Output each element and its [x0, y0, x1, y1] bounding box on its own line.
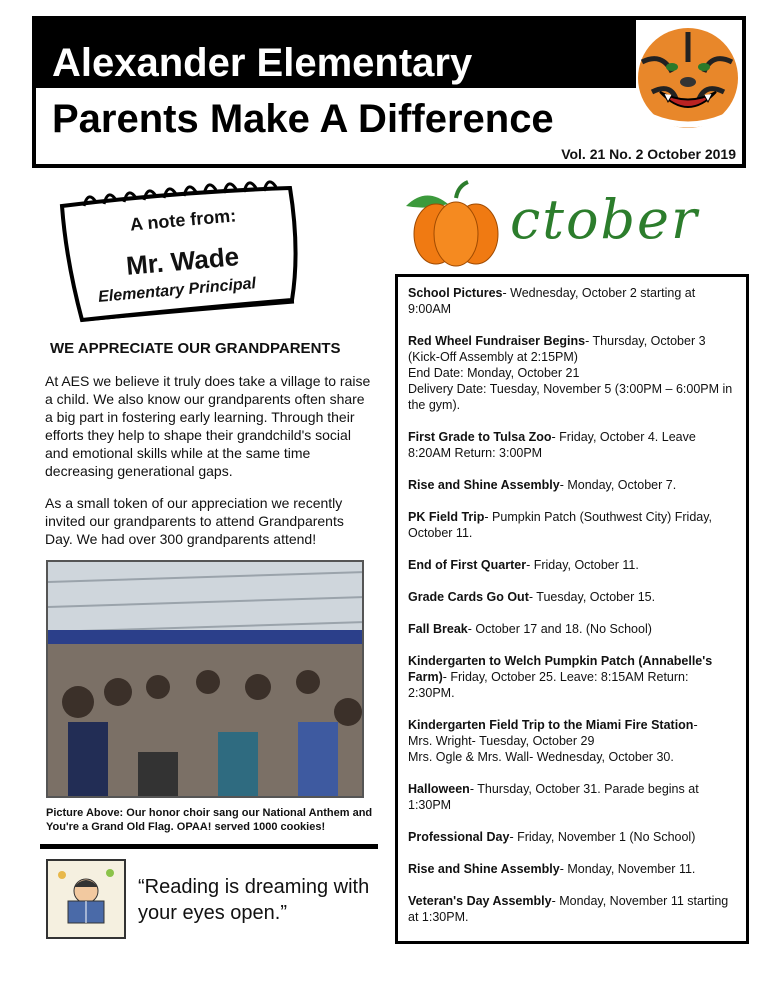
event-item: [408, 429, 736, 461]
event-item: [408, 829, 736, 845]
event-item: [408, 781, 736, 813]
events-list: [395, 274, 749, 944]
event-title: Kindergarten Field Trip to the Miami Fire Station: [408, 718, 694, 732]
event-title: Rise and Shine Assembly: [408, 862, 560, 876]
event-title: End of First Quarter: [408, 558, 527, 572]
event-title: First Grade to Tulsa Zoo: [408, 430, 552, 444]
event-title: Grade Cards Go Out: [408, 590, 529, 604]
event-detail: Mrs. Ogle & Mrs. Wall- Wednesday, October 30.: [408, 750, 674, 764]
school-name: Alexander Elementary: [52, 41, 473, 85]
event-detail: - Friday, October 11.: [526, 558, 639, 572]
issue-info: Vol. 21 No. 2 October 2019: [561, 146, 736, 162]
event-detail: - Monday, November 11 starting at 1:30PM.: [408, 894, 729, 924]
event-item: [408, 477, 736, 493]
tiger-mascot-icon: [632, 22, 744, 132]
note-from-label: A note from:: [129, 205, 237, 235]
event-item: [408, 509, 736, 541]
photo-caption: Picture Above: Our honor choir sang our National Anthem and You're a Grand Old Flag. OPAA! served 1000 cookies!: [46, 807, 373, 833]
event-item: [408, 557, 736, 573]
event-item: [408, 893, 736, 925]
divider: [40, 844, 378, 849]
october-header: [396, 176, 736, 272]
event-title: Red Wheel Fundraiser Begins: [408, 334, 586, 348]
event-title: Halloween: [408, 782, 470, 796]
event-title: Fall Break: [408, 622, 468, 636]
event-detail: - Monday, November 11.: [559, 862, 696, 876]
event-detail: - Friday, October 4. Leave 8:20AM Return: 3:00PM: [408, 430, 696, 460]
principal-note-badge: [54, 180, 304, 330]
principal-name: Mr. Wade: [124, 241, 241, 281]
event-detail: - Friday, November 1 (No School): [509, 830, 696, 844]
event-item: [408, 621, 736, 637]
article-paragraph-1: At AES we believe it truly does take a village to raise a child. We also know our grandparents often share a big part in fostering early learning. Through their efforts they help to shape their grandchild's social and emotional skills while at the same time decreasing generational gaps.: [45, 373, 371, 479]
grandparents-day-photo: [46, 560, 364, 798]
article-heading: WE APPRECIATE OUR GRANDPARENTS: [50, 340, 341, 357]
event-detail: Mrs. Wright- Tuesday, October 29: [408, 734, 595, 748]
event-detail: - Wednesday, October 2 starting at 9:00AM: [408, 286, 696, 316]
masthead: [32, 16, 746, 168]
reading-quote: “Reading is dreaming with your eyes open.”: [138, 876, 370, 924]
event-detail: -: [693, 718, 698, 732]
event-detail: - Thursday, October 3 (Kick-Off Assembly at 2:15PM): [408, 334, 706, 364]
newsletter-title: Parents Make A Difference: [52, 97, 554, 141]
event-item: [408, 717, 736, 765]
reading-child-icon: [46, 859, 126, 939]
event-title: Veteran's Day Assembly: [408, 894, 552, 908]
event-item: [408, 285, 736, 317]
event-detail: - Monday, October 7.: [559, 478, 677, 492]
event-detail: - Tuesday, October 15.: [528, 590, 656, 604]
event-detail: - October 17 and 18. (No School): [467, 622, 652, 636]
october-word: ctober: [510, 188, 699, 251]
event-title: PK Field Trip: [408, 510, 485, 524]
event-item: [408, 589, 736, 605]
event-item: [408, 333, 736, 413]
event-detail: Delivery Date: Tuesday, November 5 (3:00PM – 6:00PM in the gym).: [408, 382, 733, 412]
event-title: Kindergarten to Welch Pumpkin Patch (Annabelle's Farm): [408, 654, 713, 684]
event-detail: - Friday, October 25. Leave: 8:15AM Return: 2:30PM.: [408, 670, 689, 700]
article-paragraph-2: As a small token of our appreciation we recently invited our grandparents to attend Grandparents Day. We had over 300 grandparents attend!: [45, 495, 344, 547]
event-item: [408, 861, 736, 877]
event-detail: - Thursday, October 31. Parade begins at 1:30PM: [408, 782, 699, 812]
event-detail: End Date: Monday, October 21: [408, 366, 580, 380]
event-title: Professional Day: [408, 830, 510, 844]
event-title: Rise and Shine Assembly: [408, 478, 560, 492]
event-detail: - Pumpkin Patch (Southwest City) Friday, October 11.: [408, 510, 713, 540]
event-item: [408, 653, 736, 701]
principal-title: Elementary Principal: [97, 275, 257, 306]
pumpkin-icon: [396, 176, 516, 272]
event-title: School Pictures: [408, 286, 503, 300]
